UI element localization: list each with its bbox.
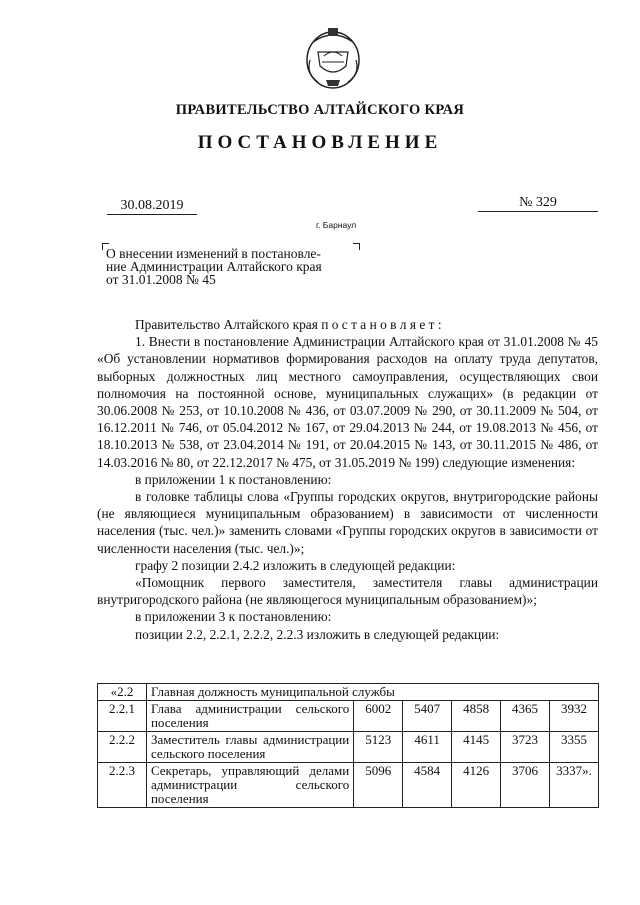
table-cell: 3932	[550, 701, 599, 732]
table-row	[98, 701, 599, 732]
paragraph: «Помощник первого заместителя, заместителя главы администрации внутригородского района (не являющегося муниципальным образованием)»;	[97, 575, 598, 608]
subject-line: О внесении изменений в постановле-	[106, 246, 321, 261]
paragraph: 1. Внести в постановление Администрации Алтайского края от 31.01.2008 № 45 «Об установлении нормативов формирования расходов на оплату труда депутатов, выборных должностных лиц местного самоуправления, осуществляющих свои полномочия на постоянной основе, муниципальных служащих» (в редакции от 30.06.2008 № 253, от 10.10.2008 № 436, от 03.07.2009 № 290, от 30.11.2009 № 504, от 16.12.2011 № 746, от 05.04.2012 № 167, от 29.04.2013 № 244, от 19.08.2013 № 456, от 18.10.2013 № 538, от 23.04.2014 № 191, от 20.04.2015 № 143, от 30.11.2015 № 486, от 14.03.2016 № 80, от 22.12.2017 № 475, от 31.05.2019 № 199) следующие изменения:	[97, 334, 598, 470]
table-cell: 5123	[354, 732, 403, 763]
subject-line: от 31.01.2008 № 45	[106, 272, 216, 287]
row-title: Секретарь, управляющий делами администрации сельского поселения	[146, 763, 353, 808]
document-body	[97, 316, 598, 643]
table-cell: 3355	[550, 732, 599, 763]
table-cell: 5096	[354, 763, 403, 808]
row-title: Глава администрации сельского поселения	[146, 701, 353, 732]
table-row	[98, 684, 599, 701]
table-cell: 4126	[452, 763, 501, 808]
preamble: Правительство Алтайского края п о с т а н о в л я е т :	[135, 317, 442, 332]
city-label: г. Барнаул	[316, 220, 357, 230]
table-row	[98, 732, 599, 763]
subject-line: ние Администрации Алтайского края	[106, 259, 322, 274]
row-title: Заместитель главы администрации сельского поселения	[146, 732, 353, 763]
row-code: «2.2	[98, 684, 147, 701]
coat-of-arms-emblem	[298, 22, 368, 92]
row-title: Главная должность муниципальной службы	[146, 684, 598, 701]
paragraph: в приложении 1 к постановлению:	[135, 471, 332, 487]
paragraph: графу 2 позиции 2.4.2 изложить в следующей редакции:	[135, 557, 456, 573]
organization-title: ПРАВИТЕЛЬСТВО АЛТАЙСКОГО КРАЯ	[175, 102, 465, 118]
document-type: ПОСТАНОВЛЕНИЕ	[197, 132, 443, 153]
table-cell: 4858	[452, 701, 501, 732]
table-cell: 5407	[403, 701, 452, 732]
document-subject	[106, 247, 366, 286]
table-cell: 4365	[501, 701, 550, 732]
row-code: 2.2.1	[98, 701, 147, 732]
table-cell: 3706	[501, 763, 550, 808]
table-cell: 4145	[452, 732, 501, 763]
table-cell: 6002	[354, 701, 403, 732]
table-row	[98, 763, 599, 808]
paragraph: в головке таблицы слова «Группы городских округов, внутригородские районы (не являющиеся муниципальным образованием) в зависимости от численности населения (тыс. чел.)» заменить словами «Группы городских округов в зависимости от численности населения (тыс. чел.)»;	[97, 489, 598, 556]
paragraph: позиции 2.2, 2.2.1, 2.2.2, 2.2.3 изложить в следующей редакции:	[135, 626, 500, 642]
row-code: 2.2.2	[98, 732, 147, 763]
salary-table	[97, 683, 599, 808]
document-number: № 329	[478, 195, 598, 212]
row-code: 2.2.3	[98, 763, 147, 808]
table-cell: 4611	[403, 732, 452, 763]
table-cell: 3723	[501, 732, 550, 763]
paragraph: в приложении 3 к постановлению:	[135, 609, 332, 625]
table-cell: 3337».	[550, 763, 599, 808]
document-date: 30.08.2019	[107, 198, 197, 215]
table-cell: 4584	[403, 763, 452, 808]
